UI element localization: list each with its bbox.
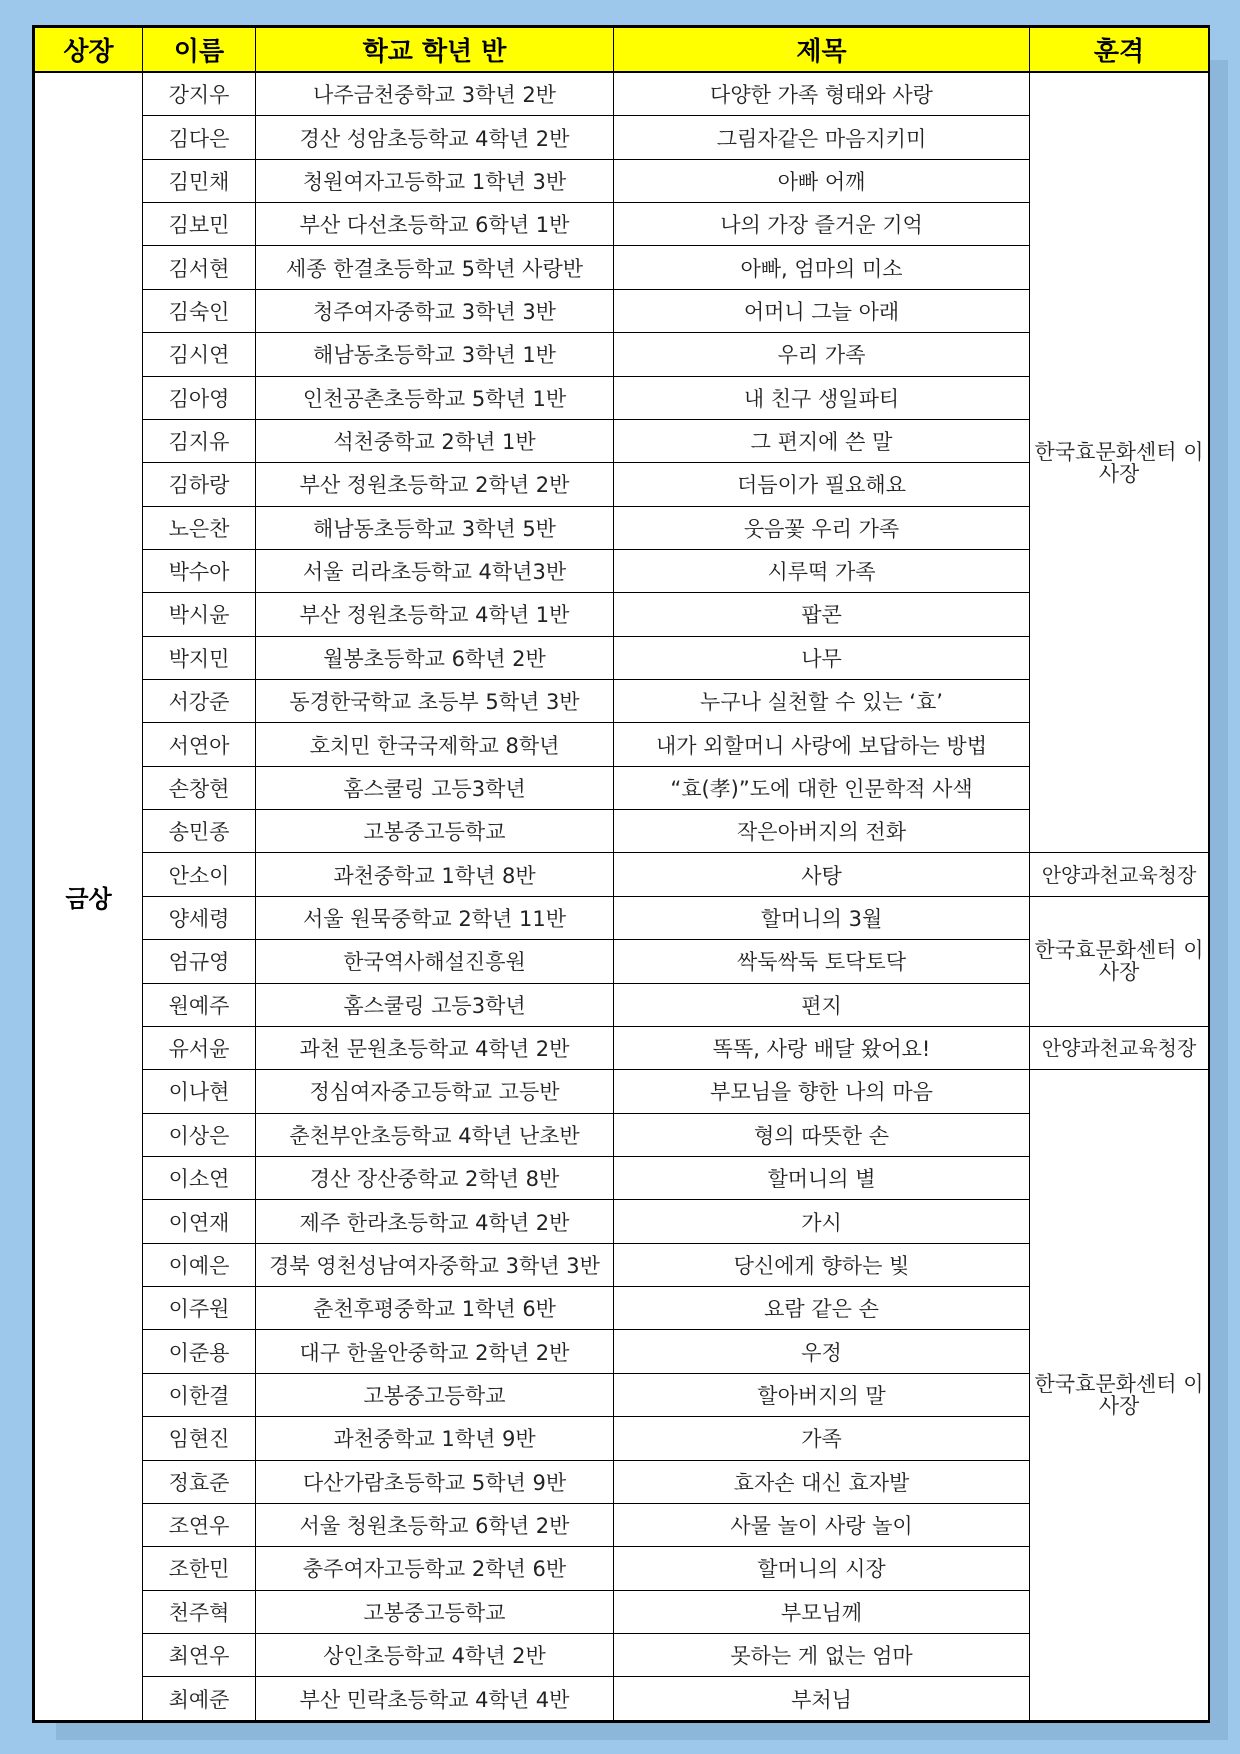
title-cell: 우리 가족: [614, 333, 1030, 376]
title-cell: 더듬이가 필요해요: [614, 463, 1030, 506]
name-cell: 이소연: [143, 1156, 256, 1199]
title-cell: 어머니 그늘 아래: [614, 289, 1030, 332]
school-cell: 서울 원묵중학교 2학년 11반: [256, 896, 614, 939]
name-cell: 이준용: [143, 1330, 256, 1373]
name-cell: 이나현: [143, 1070, 256, 1113]
host-cell: 한국효문화센터 이사장: [1030, 72, 1209, 853]
school-cell: 대구 한울안중학교 2학년 2반: [256, 1330, 614, 1373]
name-cell: 임현진: [143, 1417, 256, 1460]
school-cell: 홈스쿨링 고등3학년: [256, 983, 614, 1026]
table-body: [35, 72, 1209, 1721]
name-cell: 이한결: [143, 1373, 256, 1416]
school-cell: 청주여자중학교 3학년 3반: [256, 289, 614, 332]
name-cell: 정효준: [143, 1460, 256, 1503]
name-cell: 최예준: [143, 1677, 256, 1721]
title-cell: 편지: [614, 983, 1030, 1026]
name-cell: 김서현: [143, 246, 256, 289]
table-row: [35, 1026, 1209, 1069]
name-cell: 박시윤: [143, 593, 256, 636]
title-cell: 사물 놀이 사랑 놀이: [614, 1503, 1030, 1546]
name-cell: 김아영: [143, 376, 256, 419]
header-row: [35, 28, 1209, 73]
name-cell: 노은찬: [143, 506, 256, 549]
school-cell: 나주금천중학교 3학년 2반: [256, 72, 614, 116]
host-cell: 한국효문화센터 이사장: [1030, 1070, 1209, 1721]
name-cell: 이주원: [143, 1287, 256, 1330]
school-cell: 경북 영천성남여자중학교 3학년 3반: [256, 1243, 614, 1286]
title-cell: 웃음꽃 우리 가족: [614, 506, 1030, 549]
school-cell: 부산 다선초등학교 6학년 1반: [256, 203, 614, 246]
name-cell: 조연우: [143, 1503, 256, 1546]
school-cell: 고봉중고등학교: [256, 1373, 614, 1416]
school-cell: 부산 정원초등학교 4학년 1반: [256, 593, 614, 636]
title-cell: 똑똑, 사랑 배달 왔어요!: [614, 1026, 1030, 1069]
name-cell: 송민종: [143, 810, 256, 853]
school-cell: 세종 한결초등학교 5학년 사랑반: [256, 246, 614, 289]
title-cell: 아빠, 엄마의 미소: [614, 246, 1030, 289]
title-cell: 그림자같은 마음지키미: [614, 116, 1030, 159]
school-cell: 해남동초등학교 3학년 5반: [256, 506, 614, 549]
title-cell: 못하는 게 없는 엄마: [614, 1633, 1030, 1676]
host-cell: 한국효문화센터 이사장: [1030, 896, 1209, 1026]
school-cell: 호치민 한국국제학교 8학년: [256, 723, 614, 766]
school-cell: 한국역사해설진흥원: [256, 940, 614, 983]
header-award: 상장: [35, 28, 143, 73]
school-cell: 춘천후평중학교 1학년 6반: [256, 1287, 614, 1330]
table-row: [35, 853, 1209, 896]
school-cell: 월봉초등학교 6학년 2반: [256, 636, 614, 679]
title-cell: 부모님을 향한 나의 마음: [614, 1070, 1030, 1113]
title-cell: 할머니의 시장: [614, 1547, 1030, 1590]
name-cell: 김다은: [143, 116, 256, 159]
title-cell: 우정: [614, 1330, 1030, 1373]
award-list-sheet: [32, 25, 1210, 1723]
header-title: 제목: [614, 28, 1030, 73]
title-cell: 형의 따뜻한 손: [614, 1113, 1030, 1156]
title-cell: 당신에게 향하는 빛: [614, 1243, 1030, 1286]
header-host: 훈격: [1030, 28, 1209, 73]
school-cell: 정심여자중고등학교 고등반: [256, 1070, 614, 1113]
host-cell: 안양과천교육청장: [1030, 1026, 1209, 1069]
school-cell: 다산가람초등학교 5학년 9반: [256, 1460, 614, 1503]
name-cell: 김지유: [143, 419, 256, 462]
title-cell: 부처님: [614, 1677, 1030, 1721]
school-cell: 충주여자고등학교 2학년 6반: [256, 1547, 614, 1590]
school-cell: 인천공촌초등학교 5학년 1반: [256, 376, 614, 419]
award-table: [34, 27, 1209, 1721]
school-cell: 제주 한라초등학교 4학년 2반: [256, 1200, 614, 1243]
name-cell: 안소이: [143, 853, 256, 896]
title-cell: 가족: [614, 1417, 1030, 1460]
name-cell: 천주혁: [143, 1590, 256, 1633]
name-cell: 김숙인: [143, 289, 256, 332]
title-cell: 할머니의 3월: [614, 896, 1030, 939]
school-cell: 해남동초등학교 3학년 1반: [256, 333, 614, 376]
title-cell: 나무: [614, 636, 1030, 679]
title-cell: 사탕: [614, 853, 1030, 896]
name-cell: 이예은: [143, 1243, 256, 1286]
header-name: 이름: [143, 28, 256, 73]
title-cell: 할머니의 별: [614, 1156, 1030, 1199]
school-cell: 홈스쿨링 고등3학년: [256, 766, 614, 809]
school-cell: 고봉중고등학교: [256, 810, 614, 853]
title-cell: 나의 가장 즐거운 기억: [614, 203, 1030, 246]
school-cell: 상인초등학교 4학년 2반: [256, 1633, 614, 1676]
name-cell: 박수아: [143, 549, 256, 592]
title-cell: 가시: [614, 1200, 1030, 1243]
name-cell: 조한민: [143, 1547, 256, 1590]
table-row: [35, 72, 1209, 116]
award-cell: 금상: [35, 72, 143, 1721]
name-cell: 김시연: [143, 333, 256, 376]
name-cell: 강지우: [143, 72, 256, 116]
name-cell: 엄규영: [143, 940, 256, 983]
school-cell: 경산 성암초등학교 4학년 2반: [256, 116, 614, 159]
title-cell: 효자손 대신 효자발: [614, 1460, 1030, 1503]
name-cell: 서강준: [143, 680, 256, 723]
school-cell: 부산 정원초등학교 2학년 2반: [256, 463, 614, 506]
name-cell: 김보민: [143, 203, 256, 246]
title-cell: 그 편지에 쓴 말: [614, 419, 1030, 462]
name-cell: 원예주: [143, 983, 256, 1026]
title-cell: 부모님께: [614, 1590, 1030, 1633]
school-cell: 고봉중고등학교: [256, 1590, 614, 1633]
school-cell: 춘천부안초등학교 4학년 난초반: [256, 1113, 614, 1156]
school-cell: 과천중학교 1학년 9반: [256, 1417, 614, 1460]
name-cell: 손창현: [143, 766, 256, 809]
title-cell: 팝콘: [614, 593, 1030, 636]
name-cell: 김하랑: [143, 463, 256, 506]
school-cell: 경산 장산중학교 2학년 8반: [256, 1156, 614, 1199]
school-cell: 서울 청원초등학교 6학년 2반: [256, 1503, 614, 1546]
school-cell: 청원여자고등학교 1학년 3반: [256, 159, 614, 202]
school-cell: 동경한국학교 초등부 5학년 3반: [256, 680, 614, 723]
title-cell: 작은아버지의 전화: [614, 810, 1030, 853]
name-cell: 서연아: [143, 723, 256, 766]
title-cell: 다양한 가족 형태와 사랑: [614, 72, 1030, 116]
title-cell: 할아버지의 말: [614, 1373, 1030, 1416]
title-cell: 요람 같은 손: [614, 1287, 1030, 1330]
school-cell: 과천 문원초등학교 4학년 2반: [256, 1026, 614, 1069]
table-row: [35, 896, 1209, 939]
school-cell: 부산 민락초등학교 4학년 4반: [256, 1677, 614, 1721]
header-school: 학교 학년 반: [256, 28, 614, 73]
name-cell: 유서윤: [143, 1026, 256, 1069]
title-cell: “효(孝)”도에 대한 인문학적 사색: [614, 766, 1030, 809]
name-cell: 김민채: [143, 159, 256, 202]
title-cell: 내가 외할머니 사랑에 보답하는 방법: [614, 723, 1030, 766]
title-cell: 내 친구 생일파티: [614, 376, 1030, 419]
name-cell: 박지민: [143, 636, 256, 679]
title-cell: 싹둑싹둑 토닥토닥: [614, 940, 1030, 983]
school-cell: 서울 리라초등학교 4학년3반: [256, 549, 614, 592]
name-cell: 이상은: [143, 1113, 256, 1156]
title-cell: 누구나 실천할 수 있는 ‘효’: [614, 680, 1030, 723]
school-cell: 과천중학교 1학년 8반: [256, 853, 614, 896]
name-cell: 이연재: [143, 1200, 256, 1243]
title-cell: 아빠 어깨: [614, 159, 1030, 202]
host-cell: 안양과천교육청장: [1030, 853, 1209, 896]
title-cell: 시루떡 가족: [614, 549, 1030, 592]
name-cell: 양세령: [143, 896, 256, 939]
school-cell: 석천중학교 2학년 1반: [256, 419, 614, 462]
name-cell: 최연우: [143, 1633, 256, 1676]
table-row: [35, 1070, 1209, 1113]
